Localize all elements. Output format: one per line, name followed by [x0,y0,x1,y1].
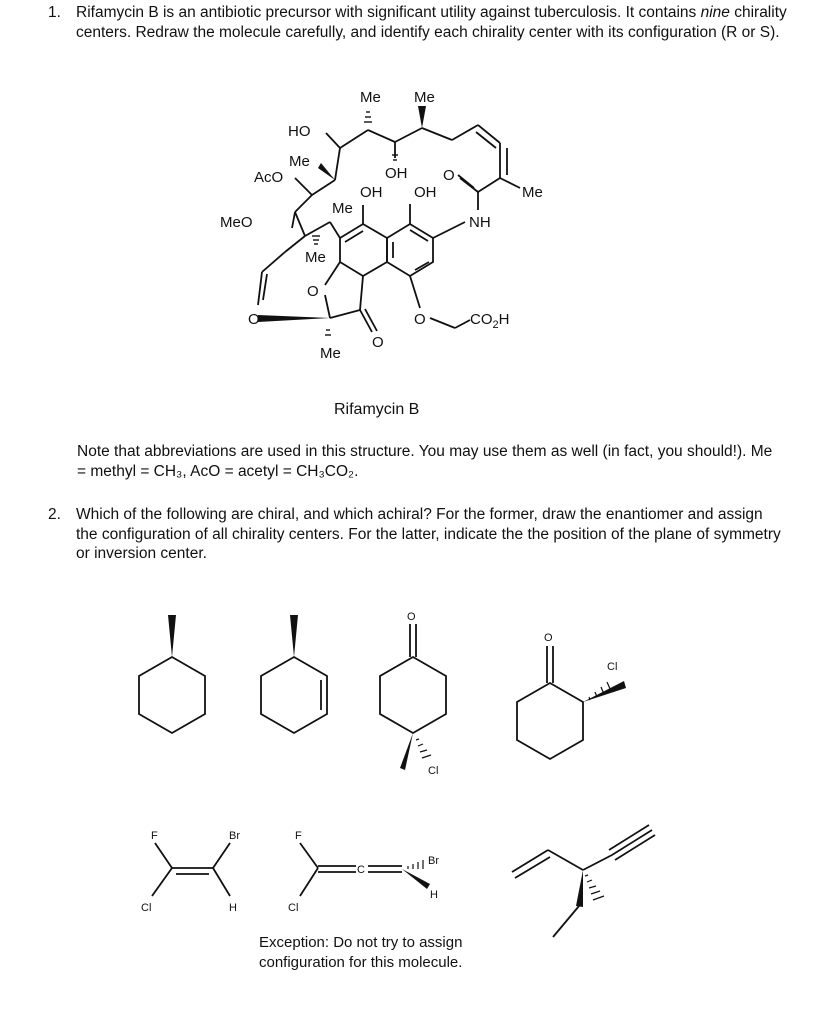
label-me-1: Me [360,89,381,106]
label-aco: AcO [254,169,284,186]
label-oh-center: OH [385,165,408,182]
molecule-6-haloallene [288,830,439,914]
label-o-left: O [248,311,260,328]
abbreviation-note: Note that abbreviations are used in this structure. You may use them as well (in fact, you should!). Me = methyl = CH₃, AcO = acetyl = CH₃CO₂. [77,443,773,480]
molecule-4-chloromethylcyclohexanone [517,632,626,759]
exception-note: Exception: Do not try to assign configuration for this molecule. [259,934,463,971]
question-1-number: 1. [48,4,61,21]
m5-br: Br [229,830,240,842]
structure-caption: Rifamycin B [334,401,420,418]
molecule-2-methylcyclohexene [261,615,327,733]
label-me-right: Me [522,184,543,201]
label-o-ring: O [307,283,319,300]
label-co2h: $CO_2H$ [470,311,510,331]
m5-h: H [229,902,237,914]
question-1-emphasis: nine [700,4,730,21]
molecule-5-haloalkene [141,830,240,914]
label-me-bottom: Me [320,345,341,362]
m6-br: Br [428,855,439,867]
label-nh: NH [469,214,491,231]
label-ho: HO [288,123,311,140]
label-oh-2: OH [414,184,437,201]
label-oh-1: OH [360,184,383,201]
label-o-carbonyl: O [443,167,455,184]
molecule-7-enyne [512,825,655,937]
label-o-lactone: O [372,334,384,351]
m6-h: H [430,889,438,901]
m3-cl-label: Cl [428,765,439,777]
label-o-ether: O [414,311,426,328]
label-me-2: Me [414,89,435,106]
question-1-text-b: chirality centers. Redraw the molecule carefully, and identify each chirality center with its configuration (R or S). [76,4,787,41]
rifamycin-ring-left [340,224,387,276]
m6-f: F [295,830,302,842]
molecule-3-chlorocyclohexanone [380,611,446,777]
label-me-4: Me [332,200,353,217]
question-2-number: 2. [48,506,61,523]
label-meo: MeO [220,214,253,231]
label-me-5: Me [305,249,326,266]
question-2-text: Which of the following are chiral, and which achiral? For the former, draw the enantiomer and assign the configuration of all chirality centers. For the latter, indicate the the position of the plane of symmetry or inversion center. [76,506,781,562]
m5-cl: Cl [141,902,152,914]
m4-o-label: O [544,632,553,644]
question-1-text-a: Rifamycin B is an antibiotic precursor with significant utility against tuberculosis. It contains [76,4,701,21]
m4-cl-label: Cl [607,661,618,673]
rifamycin-structure [220,89,543,362]
m6-c: C [357,864,365,876]
molecule-1-methylcyclohexane [139,615,205,733]
m6-cl: Cl [288,902,299,914]
label-me-3: Me [289,153,310,170]
m3-o-label: O [407,611,416,623]
m5-f: F [151,830,158,842]
